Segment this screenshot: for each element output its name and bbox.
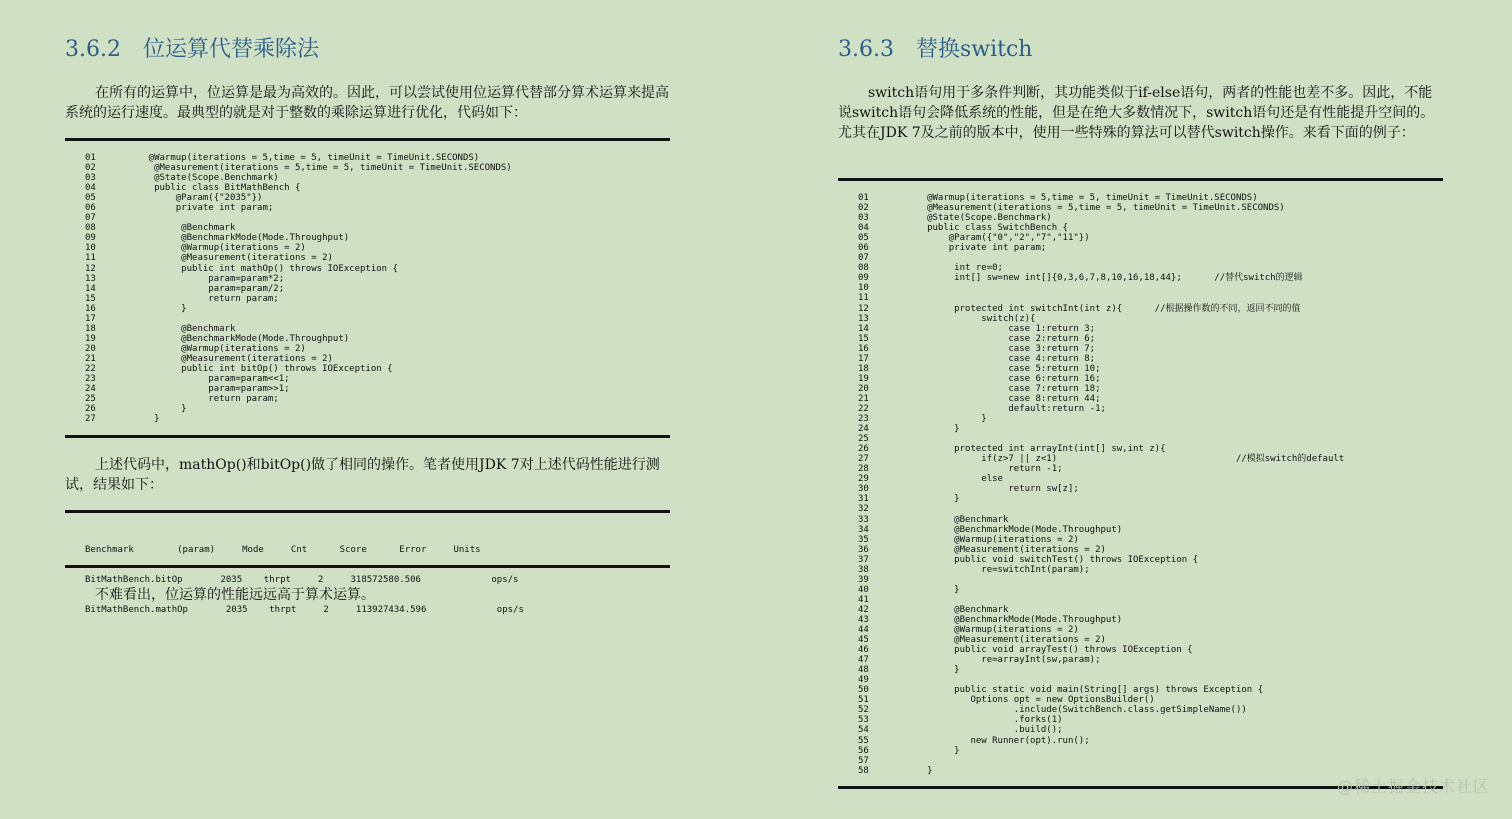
code-line — [838, 575, 1443, 585]
section-heading-3-6-2 — [65, 32, 319, 63]
code-line — [65, 213, 670, 223]
code-text: new Runner(opt).run(); — [900, 735, 1090, 746]
code-text: case 5:return 10; — [900, 363, 1101, 374]
code-line — [65, 183, 670, 193]
intro-paragraph: 在所有的运算中，位运算是最为高效的。因此，可以尝试使用位运算代替部分算术运算来提高系统的运行速度。最典型的就是对于整数的乘除运算进行优化，代码如下： — [65, 85, 669, 121]
code-line — [65, 304, 670, 314]
line-number: 39 — [858, 574, 869, 585]
code-text: @Param({"2035"}) — [127, 193, 263, 204]
code-line — [65, 243, 670, 253]
section-title: 替换switch — [915, 37, 1033, 62]
line-number: 32 — [858, 504, 869, 515]
bench-header: Benchmark (param) Mode Cnt Score Error Units — [85, 545, 481, 555]
code-text: return sw[z]; — [900, 484, 1079, 495]
code-bottom-rule — [65, 435, 670, 438]
code-text: param=param/2; — [127, 283, 285, 294]
line-number: 10 — [85, 243, 96, 254]
bench-top-rule — [65, 510, 670, 513]
code-line — [838, 595, 1443, 605]
code-text: return -1; — [900, 464, 1063, 475]
code-line — [838, 484, 1443, 494]
line-number: 19 — [85, 333, 96, 344]
line-number: 04 — [858, 223, 869, 234]
code-line — [838, 565, 1443, 575]
code-line — [838, 625, 1443, 635]
line-number: 02 — [85, 163, 96, 174]
line-number: 54 — [858, 725, 869, 736]
line-number: 12 — [858, 303, 869, 314]
code-line — [838, 585, 1443, 595]
code-text: public static void main(String[] args) throws Exception { — [900, 685, 1264, 696]
line-number: 26 — [85, 404, 96, 415]
code-text: @Warmup(iterations = 2) — [127, 243, 306, 254]
line-number: 07 — [858, 253, 869, 264]
line-number: 55 — [858, 735, 869, 746]
code-line — [838, 253, 1443, 263]
code-text: re=arrayInt(sw,param); — [900, 655, 1101, 666]
code-text: switch(z){ — [900, 313, 1036, 324]
code-text: } — [900, 424, 960, 435]
code-line — [65, 264, 670, 274]
line-number: 45 — [858, 635, 869, 646]
code-line — [838, 414, 1443, 424]
code-line — [65, 414, 670, 424]
code-listing-bitmath — [65, 153, 670, 424]
line-number: 23 — [858, 414, 869, 425]
line-number: 22 — [85, 363, 96, 374]
code-line — [838, 736, 1443, 746]
code-line — [65, 163, 670, 173]
code-line — [838, 725, 1443, 735]
code-line — [838, 715, 1443, 725]
code-line — [838, 615, 1443, 625]
line-number: 34 — [858, 524, 869, 535]
code-text: case 2:return 6; — [900, 333, 1096, 344]
section-number: 3.6.3 — [838, 37, 894, 62]
line-number: 24 — [85, 384, 96, 395]
code-text: @Benchmark — [900, 514, 1009, 525]
code-line — [838, 434, 1443, 444]
code-line — [65, 153, 670, 163]
code-text: @Measurement(iterations = 5,time = 5, timeUnit = TimeUnit.SECONDS) — [900, 203, 1285, 214]
line-number: 11 — [85, 253, 96, 264]
code-text: return param; — [127, 293, 279, 304]
code-text: } — [900, 584, 960, 595]
code-text: default:return -1; — [900, 403, 1106, 414]
line-number: 27 — [85, 414, 96, 425]
code-line — [838, 364, 1443, 374]
line-number: 20 — [858, 383, 869, 394]
line-number: 20 — [85, 343, 96, 354]
code-text: int[] sw=new int[]{0,3,6,7,8,10,16,18,44}; //替代switch的逻辑 — [900, 273, 1303, 284]
code-text: @BenchmarkMode(Mode.Throughput) — [900, 614, 1123, 625]
line-number: 58 — [858, 765, 869, 776]
after-code-paragraph: 上述代码中，mathOp()和bitOp()做了相同的操作。笔者使用JDK 7对上述代码性能进行测试，结果如下： — [65, 457, 660, 493]
code-text: } — [127, 414, 160, 425]
code-text: @BenchmarkMode(Mode.Throughput) — [127, 333, 350, 344]
line-number: 16 — [858, 343, 869, 354]
line-number: 14 — [858, 323, 869, 334]
intro-paragraph: switch语句用于多条件判断，其功能类似于if-else语句，两者的性能也差不多。因此，不能说switch语句会降低系统的性能，但是在绝大多数情况下，switch语句还是有性能提升空间的。尤其在JDK 7及之前的版本中，使用一些特殊的算法可以替代switch操作。来看下面的例子： — [838, 85, 1435, 141]
code-line — [838, 525, 1443, 535]
code-text: @BenchmarkMode(Mode.Throughput) — [900, 524, 1123, 535]
line-number: 42 — [858, 604, 869, 615]
code-line — [65, 203, 670, 213]
bench-row-mathop: BitMathBench.mathOp 2035 thrpt 2 113927434.596 ops/s — [85, 605, 524, 615]
code-text: re=switchInt(param); — [900, 564, 1090, 575]
code-top-rule — [65, 138, 670, 141]
code-line — [65, 344, 670, 354]
line-number: 51 — [858, 695, 869, 706]
line-number: 04 — [85, 183, 96, 194]
code-text: @Measurement(iterations = 2) — [127, 253, 333, 264]
code-line — [838, 404, 1443, 414]
line-number: 31 — [858, 494, 869, 505]
line-number: 19 — [858, 373, 869, 384]
code-line — [65, 314, 670, 324]
code-line — [838, 655, 1443, 665]
line-number: 28 — [858, 464, 869, 475]
code-line — [838, 283, 1443, 293]
code-line — [838, 394, 1443, 404]
code-text: public int mathOp() throws IOException { — [127, 263, 398, 274]
code-text: protected int arrayInt(int[] sw,int z){ — [900, 444, 1166, 455]
code-line — [838, 545, 1443, 555]
code-line — [838, 273, 1443, 283]
code-top-rule — [838, 178, 1443, 181]
line-number: 36 — [858, 544, 869, 555]
code-line — [838, 685, 1443, 695]
conclusion-paragraph: 不难看出，位运算的性能远远高于算术运算。 — [95, 587, 375, 603]
code-text: case 3:return 7; — [900, 343, 1096, 354]
code-text: .include(SwitchBench.class.getSimpleName()) — [900, 705, 1247, 716]
code-line — [65, 374, 670, 384]
code-text: if(z>7 || z<1) //模拟switch的default — [900, 454, 1345, 465]
line-number: 05 — [858, 233, 869, 244]
code-line — [838, 695, 1443, 705]
code-text: public void arrayTest() throws IOException { — [900, 645, 1193, 656]
code-line — [838, 746, 1443, 756]
line-number: 11 — [858, 293, 869, 304]
code-text: @Measurement(iterations = 2) — [900, 635, 1106, 646]
bench-row-bitop: BitMathBench.bitOp 2035 thrpt 2 318572580.506 ops/s — [85, 575, 519, 585]
code-text: case 7:return 18; — [900, 383, 1101, 394]
line-number: 47 — [858, 655, 869, 666]
code-line — [65, 233, 670, 243]
code-text: @Warmup(iterations = 5,time = 5, timeUnit = TimeUnit.SECONDS) — [127, 153, 480, 163]
line-number: 33 — [858, 514, 869, 525]
code-line — [838, 263, 1443, 273]
code-line — [838, 193, 1443, 203]
section-number: 3.6.2 — [65, 37, 121, 62]
line-number: 44 — [858, 625, 869, 636]
line-number: 10 — [858, 283, 869, 294]
code-text: } — [127, 404, 187, 415]
line-number: 01 — [858, 193, 869, 203]
code-text: @Measurement(iterations = 5,time = 5, timeUnit = TimeUnit.SECONDS) — [127, 163, 512, 174]
code-text: @Measurement(iterations = 2) — [900, 544, 1106, 555]
line-number: 07 — [85, 213, 96, 224]
line-number: 08 — [85, 223, 96, 234]
code-line — [838, 384, 1443, 394]
code-line — [838, 344, 1443, 354]
code-text: private int param; — [900, 243, 1047, 254]
line-number: 50 — [858, 685, 869, 696]
code-text: case 8:return 44; — [900, 393, 1101, 404]
line-number: 06 — [858, 243, 869, 254]
code-text: param=param<<1; — [127, 374, 290, 385]
code-line — [838, 203, 1443, 213]
line-number: 56 — [858, 745, 869, 756]
line-number: 01 — [85, 153, 96, 163]
line-number: 25 — [85, 394, 96, 405]
code-text: @Benchmark — [900, 604, 1009, 615]
code-text: else — [900, 474, 1003, 485]
code-line — [838, 243, 1443, 253]
code-line — [65, 334, 670, 344]
line-number: 49 — [858, 675, 869, 686]
code-line — [838, 354, 1443, 364]
line-number: 15 — [858, 333, 869, 344]
code-line — [838, 444, 1443, 454]
code-text: @State(Scope.Benchmark) — [127, 173, 279, 184]
code-text: } — [900, 665, 960, 676]
code-line — [65, 223, 670, 233]
benchmark-results — [85, 525, 524, 635]
line-number: 21 — [85, 353, 96, 364]
line-number: 46 — [858, 645, 869, 656]
code-line — [838, 515, 1443, 525]
code-text: public class SwitchBench { — [900, 223, 1068, 234]
code-line — [65, 294, 670, 304]
code-line — [838, 665, 1443, 675]
line-number: 16 — [85, 303, 96, 314]
code-text: } — [127, 303, 187, 314]
code-line — [838, 324, 1443, 334]
line-number: 09 — [85, 233, 96, 244]
line-number: 15 — [85, 293, 96, 304]
code-text: @Benchmark — [127, 323, 236, 334]
line-number: 26 — [858, 444, 869, 455]
code-text: @Warmup(iterations = 2) — [127, 343, 306, 354]
code-line — [65, 173, 670, 183]
line-number: 06 — [85, 203, 96, 214]
line-number: 23 — [85, 374, 96, 385]
code-text: @Measurement(iterations = 2) — [127, 353, 333, 364]
line-number: 48 — [858, 665, 869, 676]
line-number: 25 — [858, 434, 869, 445]
code-text: @BenchmarkMode(Mode.Throughput) — [127, 233, 350, 244]
line-number: 13 — [85, 273, 96, 284]
code-text: } — [900, 494, 960, 505]
code-text: case 4:return 8; — [900, 353, 1096, 364]
line-number: 41 — [858, 594, 869, 605]
line-number: 08 — [858, 263, 869, 274]
section-title: 位运算代替乘除法 — [142, 37, 319, 62]
code-line — [838, 645, 1443, 655]
code-text: .build(); — [900, 725, 1063, 736]
code-line — [65, 384, 670, 394]
code-text: Options opt = new OptionsBuilder() — [900, 695, 1155, 706]
line-number: 57 — [858, 755, 869, 766]
code-text: @Warmup(iterations = 5,time = 5, timeUnit = TimeUnit.SECONDS) — [900, 193, 1258, 203]
watermark: @稀土掘金技术社区 — [1336, 777, 1490, 796]
code-text: int re=0; — [900, 263, 1003, 274]
line-number: 35 — [858, 534, 869, 545]
code-text: @Warmup(iterations = 2) — [900, 625, 1079, 636]
code-line — [838, 304, 1443, 314]
line-number: 24 — [858, 424, 869, 435]
code-line — [65, 253, 670, 263]
code-line — [838, 213, 1443, 223]
code-text: @Warmup(iterations = 2) — [900, 534, 1079, 545]
line-number: 03 — [858, 213, 869, 224]
line-number: 22 — [858, 403, 869, 414]
line-number: 30 — [858, 484, 869, 495]
line-number: 37 — [858, 554, 869, 565]
code-line — [838, 223, 1443, 233]
line-number: 38 — [858, 564, 869, 575]
code-text: @Param({"0","2","7","11"}) — [900, 233, 1090, 244]
line-number: 53 — [858, 715, 869, 726]
code-line — [65, 354, 670, 364]
code-line — [838, 504, 1443, 514]
code-text: @State(Scope.Benchmark) — [900, 213, 1052, 224]
code-line — [838, 454, 1443, 464]
code-line — [838, 705, 1443, 715]
code-line — [838, 424, 1443, 434]
line-number: 18 — [85, 323, 96, 334]
line-number: 43 — [858, 614, 869, 625]
code-listing-switch — [838, 193, 1443, 776]
line-number: 52 — [858, 705, 869, 716]
code-line — [838, 555, 1443, 565]
code-line — [65, 404, 670, 414]
code-text: param=param*2; — [127, 273, 285, 284]
line-number: 02 — [858, 203, 869, 214]
code-line — [65, 324, 670, 334]
line-number: 18 — [858, 363, 869, 374]
code-line — [838, 675, 1443, 685]
code-text: } — [900, 414, 987, 425]
code-line — [838, 334, 1443, 344]
code-line — [838, 474, 1443, 484]
code-line — [838, 374, 1443, 384]
code-text: private int param; — [127, 203, 274, 214]
line-number: 12 — [85, 263, 96, 274]
code-line — [838, 756, 1443, 766]
line-number: 05 — [85, 193, 96, 204]
code-line — [65, 364, 670, 374]
code-text: case 1:return 3; — [900, 323, 1096, 334]
code-text: public int bitOp() throws IOException { — [127, 363, 393, 374]
bench-bottom-rule — [65, 565, 670, 568]
code-text: return param; — [127, 394, 279, 405]
code-text: .forks(1) — [900, 715, 1063, 726]
line-number: 17 — [85, 313, 96, 324]
line-number: 17 — [858, 353, 869, 364]
section-heading-3-6-3 — [838, 32, 1032, 63]
code-line — [838, 635, 1443, 645]
code-line — [838, 494, 1443, 504]
code-line — [65, 284, 670, 294]
code-text: } — [900, 765, 933, 776]
code-line — [838, 464, 1443, 474]
line-number: 09 — [858, 273, 869, 284]
code-text: @Benchmark — [127, 223, 236, 234]
code-line — [838, 535, 1443, 545]
code-line — [838, 233, 1443, 243]
code-text: case 6:return 16; — [900, 373, 1101, 384]
code-text: } — [900, 745, 960, 756]
code-text: public class BitMathBench { — [127, 183, 301, 194]
line-number: 29 — [858, 474, 869, 485]
code-line — [65, 274, 670, 284]
code-line — [838, 314, 1443, 324]
line-number: 14 — [85, 283, 96, 294]
code-line — [838, 293, 1443, 303]
line-number: 03 — [85, 173, 96, 184]
code-text: protected int switchInt(int z){ //根据操作数的不同，返回不同的值 — [900, 303, 1301, 314]
code-line — [65, 394, 670, 404]
line-number: 27 — [858, 454, 869, 465]
code-text: param=param>>1; — [127, 384, 290, 395]
line-number: 13 — [858, 313, 869, 324]
code-line — [838, 605, 1443, 615]
code-line — [65, 193, 670, 203]
line-number: 21 — [858, 393, 869, 404]
code-text: public void switchTest() throws IOException { — [900, 554, 1199, 565]
line-number: 40 — [858, 584, 869, 595]
